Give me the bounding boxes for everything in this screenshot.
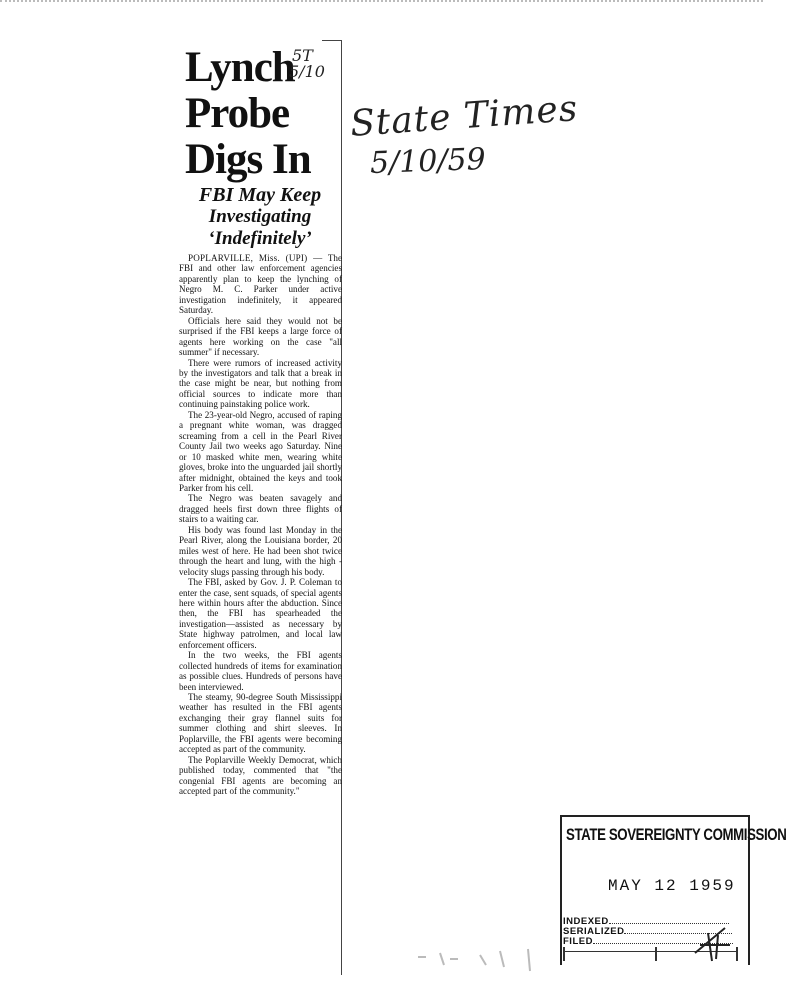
subhead-line-3: ‘Indefinitely’ bbox=[208, 228, 312, 249]
column-rule-top bbox=[322, 40, 342, 41]
article-paragraph: His body was found last Monday in the Pearl River, along the Louisiana border, 20 miles west of here. He had been shot twice through the heart and lung, with the high - velocity slugs passing through his body. bbox=[179, 524, 342, 577]
stamp-tick bbox=[655, 947, 657, 961]
handwritten-margin-date: 5/10 bbox=[289, 62, 325, 81]
article-paragraph-text: The FBI and other law enforcement agencies apparently plan to keep the lynching of Negro M. C. Parker under active investigation indefinitely, it appeared Saturday. bbox=[179, 253, 343, 316]
handwritten-margin-note: 5T bbox=[292, 46, 313, 65]
dateline: POPLARVILLE, Miss. (UPI) — bbox=[188, 253, 323, 263]
subhead-line-1: FBI May Keep bbox=[198, 184, 322, 206]
stamp-row-label: INDEXED bbox=[563, 916, 609, 927]
page-top-border bbox=[0, 0, 763, 5]
stamp-tick bbox=[563, 947, 565, 961]
faint-marks-icon bbox=[410, 945, 540, 975]
article-paragraph: The FBI, asked by Gov. J. P. Coleman to enter the case, sent squads, of special agents here within hours after the abduction. Since then, the FBI has spearheaded the investigation—assisted as necessary by State highway patrolmen, and local law enforcement officers. bbox=[179, 577, 342, 650]
stamp-row-label: SERIALIZED bbox=[563, 926, 625, 937]
headline-line-2: Probe bbox=[185, 90, 290, 137]
article-paragraph bbox=[179, 253, 342, 316]
stamp-title: STATE SOVEREIGNTY COMMISSION bbox=[566, 825, 786, 844]
headline-line-3: Digs In bbox=[185, 136, 311, 183]
initials-scrawl-icon bbox=[690, 923, 740, 963]
article-body bbox=[179, 253, 342, 797]
article-paragraph: There were rumors of increased activity by the investigators and talk that a break in the case might be near, but nothing from official sources to indicate more than continuing painstaking police work. bbox=[179, 357, 342, 410]
article-paragraph: The Negro was beaten savagely and dragged heels first down three flights of stairs to a waiting car. bbox=[179, 493, 342, 525]
handwritten-date: 5/10/59 bbox=[369, 141, 487, 182]
handwritten-newspaper-name: State Times bbox=[348, 88, 580, 145]
article-paragraph: In the two weeks, the FBI agents collected hundreds of items for examination as possible clues. Hundreds of persons have been interviewed. bbox=[179, 650, 342, 692]
stamp-date: MAY 12 1959 bbox=[608, 877, 736, 895]
article-paragraph: Officials here said they would not be surprised if the FBI keeps a large force of agents here working on the case "all summer" if necessary. bbox=[179, 315, 342, 358]
article-paragraph: The Poplarville Weekly Democrat, which published today, commented that "the congenial FBI agents are becoming an accepted part of the community." bbox=[179, 754, 342, 797]
subhead-line-2: Investigating bbox=[208, 206, 312, 227]
article-paragraph: The 23-year-old Negro, accused of raping a pregnant white woman, was dragged screaming from a cell in the Pearl River County Jail two weeks ago Saturday. Nine or 10 masked white men, wearing white gloves, broke into the unguarded jail shortly after midnight, obtained the keys and took Parker from his cell. bbox=[179, 409, 342, 493]
headline-line-1: Lynch bbox=[185, 44, 295, 91]
commission-stamp bbox=[560, 815, 786, 963]
stamp-row-label: FILED bbox=[563, 936, 593, 947]
article-paragraph: The steamy, 90-degree South Mississippi weather has resulted in the FBI agents exchanging their gray flannel suits for summer clothing and shirt sleeves. In Poplarville, the FBI agents were becoming accepted as part of the community. bbox=[179, 692, 342, 755]
